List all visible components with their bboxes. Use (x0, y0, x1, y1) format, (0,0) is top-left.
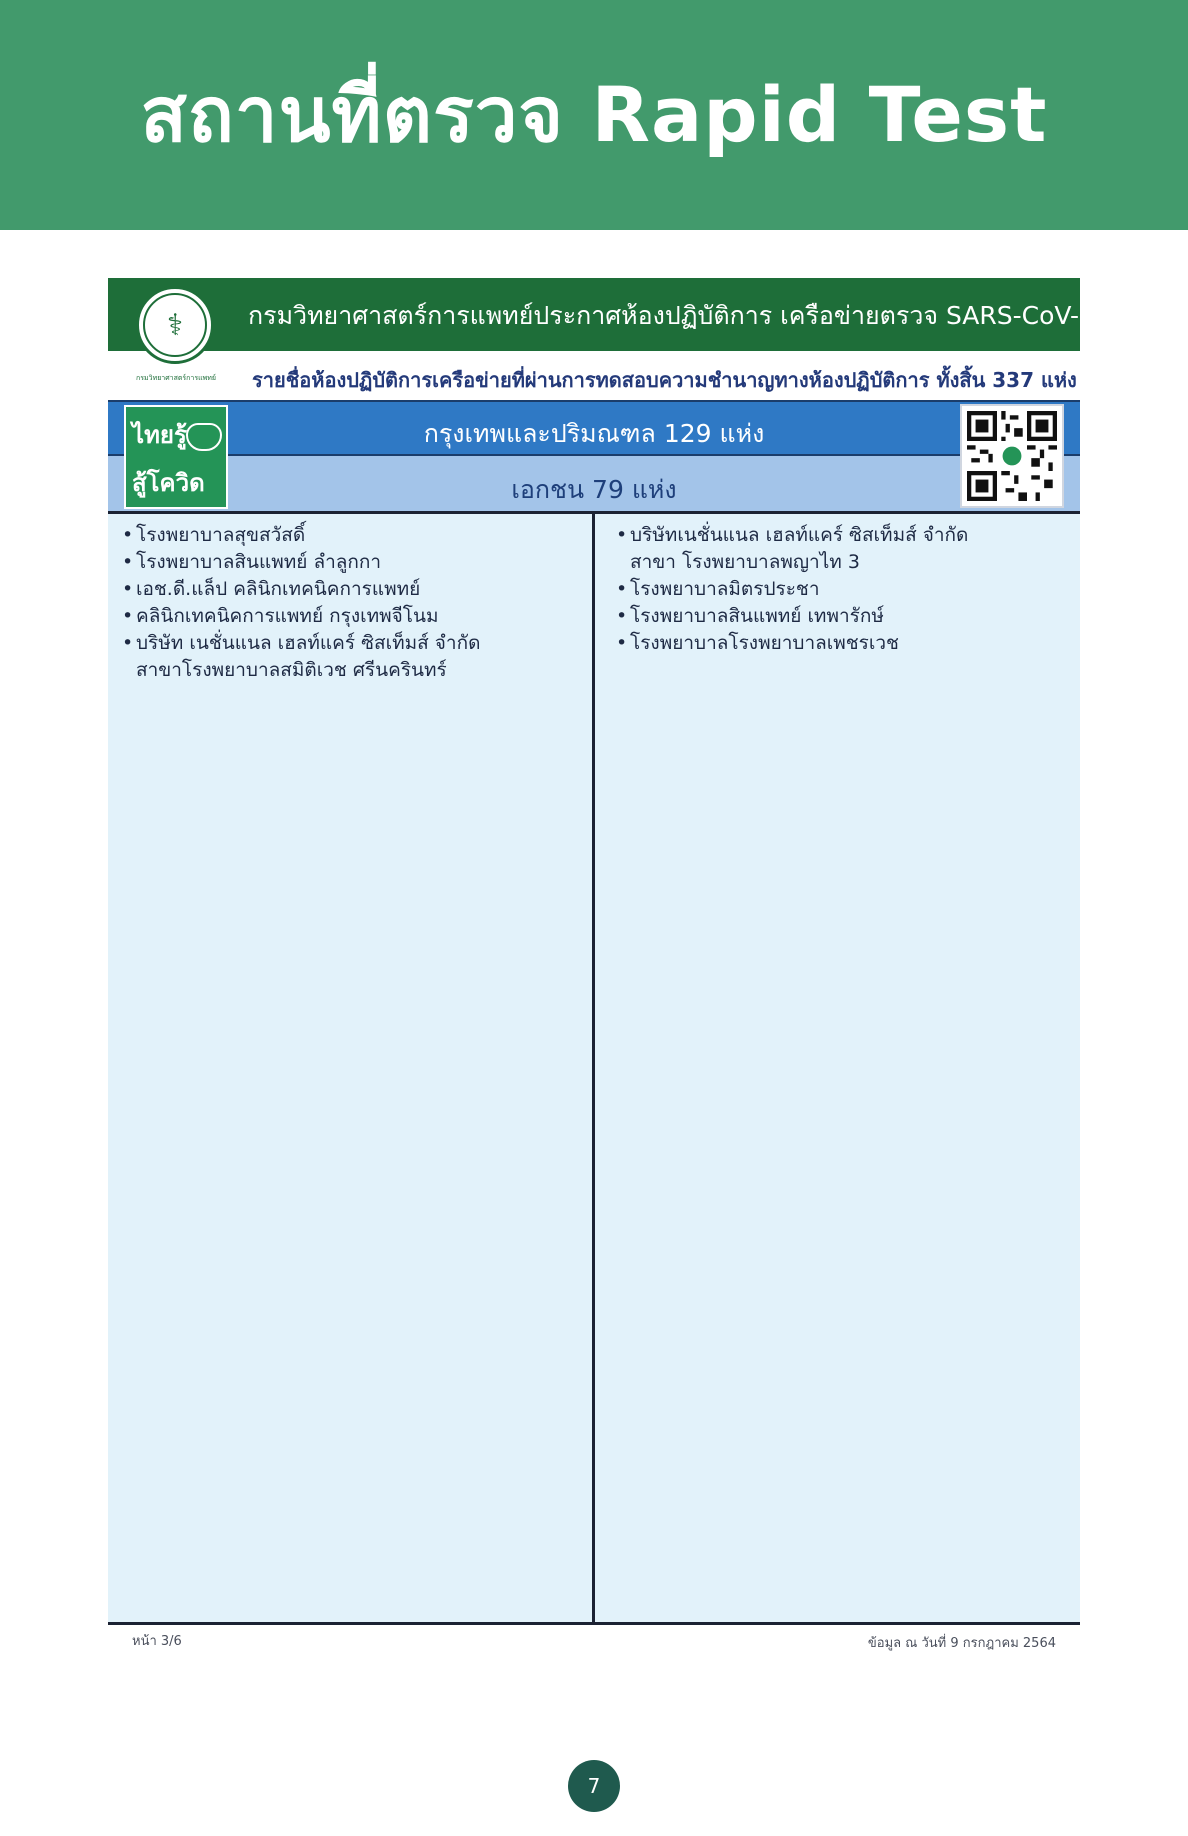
top-banner (0, 0, 1188, 230)
list-item: • โรงพยาบาลโรงพยาบาลเพชรเวช (616, 630, 1066, 657)
column-divider (592, 514, 595, 1622)
page-title: สถานที่ตรวจ Rapid Test (140, 70, 1048, 159)
list-item: • โรงพยาบาลสินแพทย์ เทพารักษ์ (616, 603, 1066, 630)
region-label: กรุงเทพและปริมณฑล 129 แห่ง (423, 419, 765, 448)
list-item: • โรงพยาบาลสุขสวัสดิ์ (122, 522, 582, 549)
ministry-emblem-icon (136, 286, 214, 364)
data-date-note: ข้อมูล ณ วันที่ 9 กรกฎาคม 2564 (867, 1636, 1056, 1651)
sector-label: เอกชน 79 แห่ง (511, 475, 677, 504)
badge-line-2: สู้โควิด (132, 469, 205, 497)
campaign-badge (124, 405, 228, 509)
list-item: • โรงพยาบาลสินแพทย์ ลำลูกกา (122, 549, 582, 576)
right-lab-list (616, 522, 1066, 657)
document-subtitle: รายชื่อห้องปฏิบัติการเครือข่ายที่ผ่านการทดสอบความชำนาญทางห้องปฏิบัติการ ทั้งสิ้น 337 แห่ง (252, 368, 1077, 392)
caduceus-icon: ⚕ (143, 293, 207, 357)
list-item: • บริษัท เนชั่นแนล เฮลท์แคร์ ซิสเท็มส์ จำกัด สาขาโรงพยาบาลสมิติเวช ศรีนครินทร์ (122, 630, 582, 684)
badge-line-1: ไทยรู้ (132, 421, 187, 449)
sector-bar (108, 456, 1080, 514)
qr-code-graphic (967, 411, 1057, 501)
list-item: • บริษัทเนชั่นแนล เฮลท์แคร์ ซิสเท็มส์ จำกัด สาขา โรงพยาบาลพญาไท 3 (616, 522, 1066, 576)
document-page-label: หน้า 3/6 (132, 1634, 182, 1649)
announcement-title: กรมวิทยาศาสตร์การแพทย์ประกาศห้องปฏิบัติการ เครือข่ายตรวจ SARS-CoV-2 (248, 301, 1095, 330)
page-number-badge: 7 (568, 1760, 620, 1812)
department-caption: กรมวิทยาศาสตร์การแพทย์ (136, 374, 216, 382)
list-item: • คลินิกเทคนิคการแพทย์ กรุงเทพจีโนม (122, 603, 582, 630)
qr-code-icon[interactable] (960, 404, 1064, 508)
face-mask-icon (186, 423, 222, 451)
bottom-rule (108, 1622, 1080, 1625)
list-item: • โรงพยาบาลมิตรประชา (616, 576, 1066, 603)
announcement-document (108, 278, 1095, 1658)
left-lab-list (122, 522, 582, 684)
region-bar (108, 400, 1080, 456)
lab-list-area (108, 514, 1080, 1622)
list-item: • เอช.ดี.แล็ป คลินิกเทคนิคการแพทย์ (122, 576, 582, 603)
document-header (108, 278, 1095, 351)
